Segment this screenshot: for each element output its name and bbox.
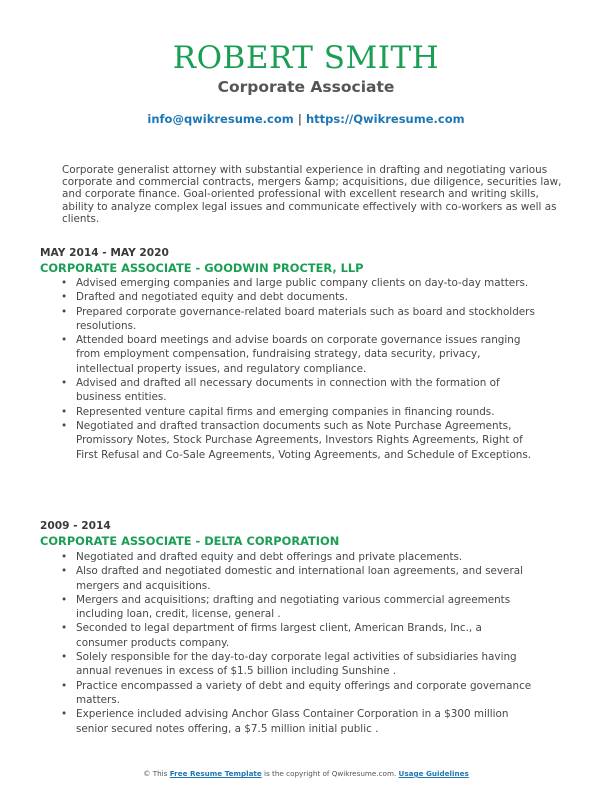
list-item: • Negotiated and drafted equity and debt offerings and private placements. [76,550,536,564]
list-item: • Mergers and acquisitions; drafting and negotiating various commercial agreements including loan, credit, license, general . [76,593,536,622]
candidate-name: ROBERT SMITH [172,40,440,76]
list-item: • Practice encompassed a variety of debt and equity offerings and corporate governance matters. [76,679,536,708]
list-item: • Solely responsible for the day-to-day corporate legal activities of subsidiaries having annual revenues in excess of $1.5 billion including Sunshine . [76,650,536,679]
job-title: Corporate Associate [217,78,395,96]
footer-copyright-text: is the copyright of Qwikresume.com. [264,769,397,778]
job-dates: 2009 - 2014 [40,520,111,532]
job-role: CORPORATE ASSOCIATE - DELTA CORPORATION [40,534,340,548]
contact-line [0,111,612,127]
professional-summary: Corporate generalist attorney with substantial experience in drafting and negotiating various corporate and commercial contracts, mergers &amp; acquisitions, due diligence, securities law, and corporate finance. Goal-oriented professional with excellent research and writing skills, ability to analyze complex legal issues and communicate effectively with co-workers as well as clients. [62,164,562,225]
job-bullets [76,550,536,736]
list-item: • Negotiated and drafted transaction documents such as Note Purchase Agreements, Promissory Notes, Stock Purchase Agreements, Investors Rights Agreements, Right of First Refusal and Co-Sale Agreements, Voting Agreements, and Schedule of Exceptions. [76,419,536,462]
job-bullets [76,276,536,462]
list-item: • Also drafted and negotiated domestic and international loan agreements, and several mergers and acquisitions. [76,564,536,593]
list-item: • Advised emerging companies and large public company clients on day-to-day matters. [76,276,536,290]
list-item: • Experience included advising Anchor Glass Container Corporation in a $300 million senior secured notes offering, a $7.5 million initial public . [76,707,536,736]
footer-prefix: © This [143,769,168,778]
copyright-footer [0,769,612,779]
list-item: • Prepared corporate governance-related board materials such as board and stockholders resolutions. [76,305,536,334]
contact-separator: | [297,112,302,126]
list-item: • Seconded to legal department of firms largest client, American Brands, Inc., a consumer products company. [76,621,536,650]
list-item: • Attended board meetings and advise boards on corporate governance issues ranging from employment compensation, fundraising strategy, data security, privacy, intellectual property issues, and regulatory compliance. [76,333,536,376]
free-resume-template-link[interactable]: Free Resume Template [169,769,262,778]
website-link[interactable]: https://Qwikresume.com [305,112,465,126]
list-item: • Drafted and negotiated equity and debt documents. [76,290,536,304]
list-item: • Advised and drafted all necessary documents in connection with the formation of business entities. [76,376,536,405]
list-item: • Represented venture capital firms and emerging companies in financing rounds. [76,405,536,419]
email-link[interactable]: info@qwikresume.com [147,112,294,126]
job-role: CORPORATE ASSOCIATE - GOODWIN PROCTER, LLP [40,261,364,275]
job-dates: MAY 2014 - MAY 2020 [40,247,169,259]
usage-guidelines-link[interactable]: Usage Guidelines [398,769,469,778]
